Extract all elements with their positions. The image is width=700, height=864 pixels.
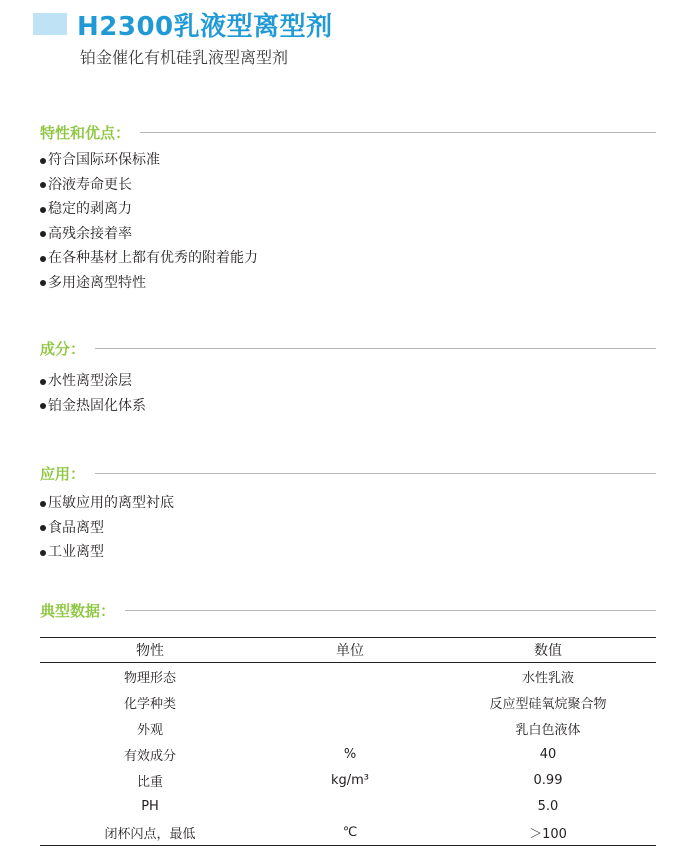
cell-property: 闭杯闪点，最低: [40, 819, 260, 846]
section-divider: [95, 473, 656, 474]
bullet-icon: [40, 379, 46, 385]
cell-value: 水性乳液: [521, 670, 574, 686]
table-row: [40, 715, 656, 741]
table-row: [40, 689, 656, 715]
list-item: 水性离型涂层: [40, 369, 146, 394]
section-divider: [140, 132, 656, 133]
cell-value: 反应型硅氧烷聚合物: [489, 696, 607, 712]
bullet-icon: [40, 525, 46, 531]
bullet-icon: [40, 158, 46, 164]
typical-data-table: [40, 637, 656, 846]
typical-data-section-header: [40, 600, 656, 621]
table-row: [40, 767, 656, 793]
bullet-icon: [40, 550, 46, 556]
cell-property: 有效成分: [123, 748, 176, 764]
list-item: 符合国际环保标准: [40, 148, 258, 173]
table-header-row: [40, 638, 656, 663]
cell-property: 物理形态: [123, 670, 176, 686]
table-row: [40, 793, 656, 819]
bullet-icon: [40, 256, 46, 262]
applications-heading: 应用：: [40, 465, 86, 483]
cell-property: PH: [141, 798, 159, 814]
cell-unit: %: [343, 746, 357, 762]
cell-unit: [260, 689, 440, 715]
composition-heading: 成分：: [40, 340, 86, 358]
cell-value: 40: [539, 746, 557, 762]
list-item: 工业离型: [40, 540, 174, 565]
applications-section-header: [40, 463, 656, 484]
section-divider: [125, 610, 656, 611]
column-header-property: 物性: [40, 638, 260, 663]
bullet-icon: [40, 280, 46, 286]
table-row: [40, 741, 656, 767]
bullet-icon: [40, 231, 46, 237]
cell-value: 5.0: [537, 798, 559, 814]
cell-unit: kg/m³: [330, 772, 370, 788]
bullet-icon: [40, 182, 46, 188]
cell-value: ＞100: [440, 819, 656, 846]
cell-value: 乳白色液体: [515, 722, 581, 738]
header-accent-square: [33, 13, 67, 35]
column-header-unit: 单位: [260, 638, 440, 663]
list-item: 多用途离型特性: [40, 271, 258, 296]
bullet-icon: [40, 501, 46, 507]
composition-list: [40, 369, 146, 418]
column-header-value: 数值: [440, 638, 656, 663]
page-subtitle: 铂金催化有机硅乳液型离型剂: [80, 48, 289, 67]
list-item: 食品离型: [40, 516, 174, 541]
features-heading: 特性和优点：: [40, 124, 131, 142]
composition-section-header: [40, 338, 656, 359]
cell-unit: [260, 663, 440, 690]
cell-unit: [260, 793, 440, 819]
applications-list: [40, 491, 174, 565]
typical-data-heading: 典型数据：: [40, 602, 116, 620]
cell-property: 比重: [136, 774, 163, 790]
cell-value: 0.99: [533, 772, 563, 788]
cell-property: 化学种类: [123, 696, 176, 712]
list-item: 铂金热固化体系: [40, 394, 146, 419]
table-row: [40, 819, 656, 846]
list-item: 在各种基材上都有优秀的附着能力: [40, 246, 258, 271]
cell-property: 外观: [136, 722, 163, 738]
bullet-icon: [40, 403, 46, 409]
bullet-icon: [40, 207, 46, 213]
section-divider: [95, 348, 656, 349]
features-section-header: [40, 122, 656, 143]
table-row: [40, 663, 656, 690]
list-item: 稳定的剥离力: [40, 197, 258, 222]
list-item: 压敏应用的离型衬底: [40, 491, 174, 516]
cell-unit: ℃: [260, 819, 440, 846]
features-list: [40, 148, 258, 295]
page-title: H2300乳液型离型剂: [77, 12, 333, 42]
list-item: 高残余接着率: [40, 222, 258, 247]
cell-unit: [260, 715, 440, 741]
list-item: 浴液寿命更长: [40, 173, 258, 198]
